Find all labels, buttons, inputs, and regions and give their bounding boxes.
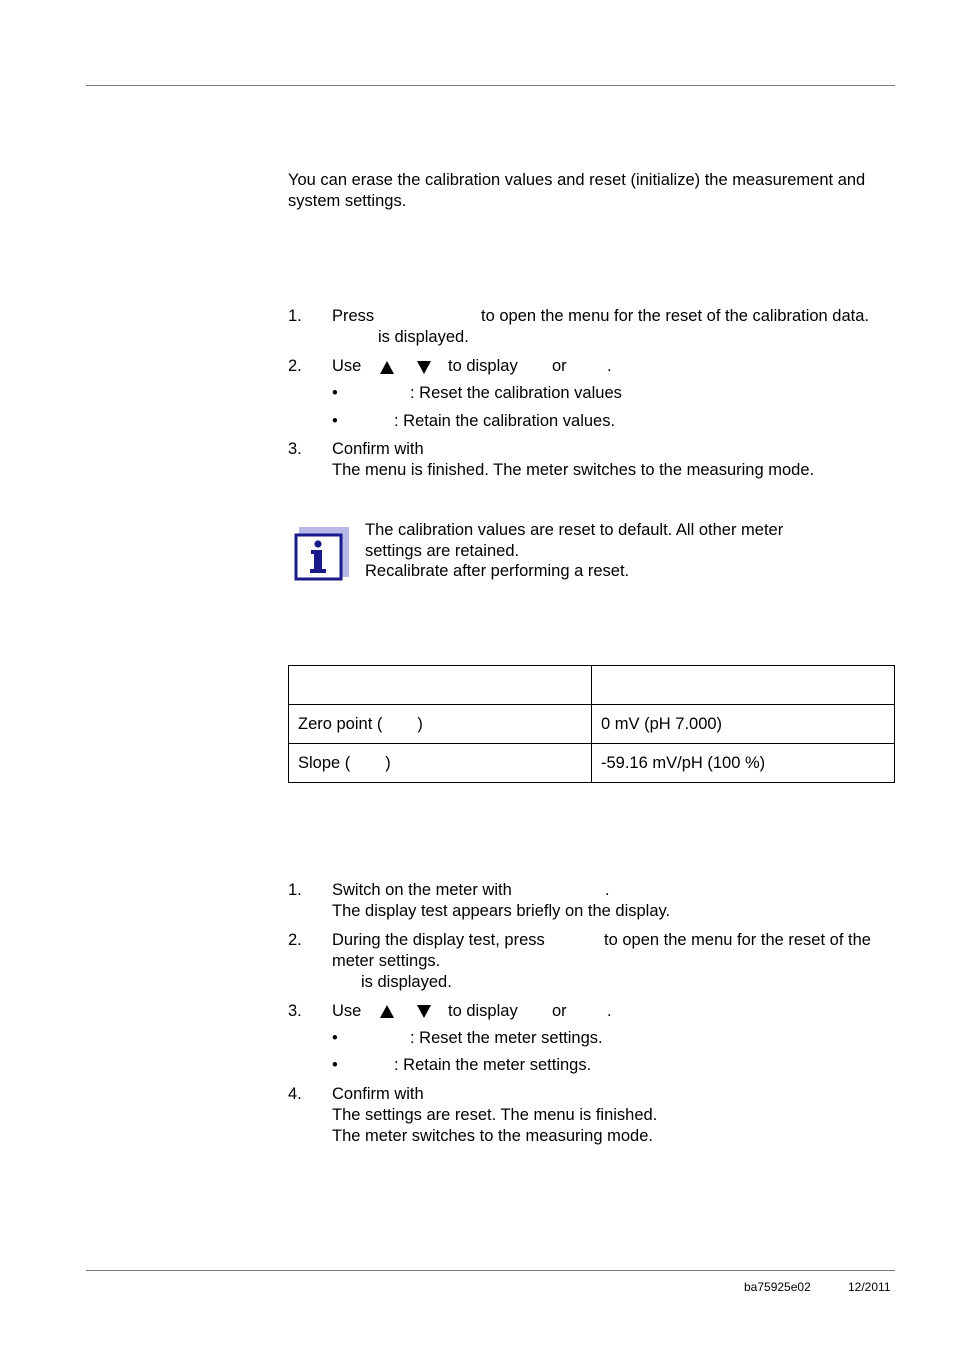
sys-step-3-number: 3.	[288, 1002, 302, 1020]
arrow-down-icon	[417, 361, 431, 374]
sys-bullet-no: : Retain the meter settings.	[394, 1056, 592, 1074]
sys-step-1-period: .	[605, 881, 610, 899]
sys-step-3-use: Use	[332, 1002, 362, 1020]
info-icon	[294, 527, 349, 582]
sys-step-4-number: 4.	[288, 1085, 302, 1103]
bullet-dot: •	[332, 412, 338, 430]
sys-step-3-or: or	[552, 1002, 567, 1020]
slope-label: Slope (	[298, 753, 351, 772]
table-header-row	[289, 666, 895, 705]
arrow-up-icon	[380, 361, 394, 374]
table-cell-value: 0 mV (pH 7.000)	[592, 705, 895, 744]
table-cell-label	[289, 705, 592, 744]
cal-step-1-text: to open the menu for the reset of the calibration data.	[481, 307, 869, 325]
cal-bullet-yes: : Reset the calibration values	[410, 384, 622, 402]
sys-step-4-confirm: Confirm with	[332, 1085, 424, 1103]
sys-bullet-yes: : Reset the meter settings.	[410, 1029, 603, 1047]
sys-step-2-number: 2.	[288, 931, 302, 949]
cal-step-2-or: or	[552, 357, 567, 375]
sys-step-2-displayed: is displayed.	[361, 973, 452, 991]
bullet-dot: •	[332, 1029, 338, 1047]
note-line-2: settings are retained.	[365, 542, 520, 560]
cal-step-3-confirm: Confirm with	[332, 440, 424, 458]
sys-step-2-text-cont: meter settings.	[332, 952, 441, 970]
note-line-1: The calibration values are reset to default. All other meter	[365, 521, 784, 539]
cal-step-2-use: Use	[332, 357, 362, 375]
arrow-up-icon	[380, 1005, 394, 1018]
footer-date: 12/2011	[848, 1280, 891, 1294]
cal-step-3-result: The menu is finished. The meter switches to the measuring mode.	[332, 461, 815, 479]
sys-step-2-text: to open the menu for the reset of the	[604, 931, 871, 949]
note-line-3: Recalibrate after performing a reset.	[365, 562, 630, 580]
sys-step-1-number: 1.	[288, 881, 302, 899]
cal-step-1-press: Press	[332, 307, 375, 325]
cal-step-1-displayed: is displayed.	[378, 328, 469, 346]
slope-label-close: )	[385, 753, 391, 772]
table-row	[289, 744, 895, 783]
default-values-table	[288, 665, 895, 783]
footer-rule	[86, 1270, 895, 1271]
table-cell-value: -59.16 mV/pH (100 %)	[592, 744, 895, 783]
table-header-cell	[592, 666, 895, 705]
arrow-down-icon	[417, 1005, 431, 1018]
table-row	[289, 705, 895, 744]
sys-step-3-display: to display	[448, 1002, 518, 1020]
cal-step-1-number: 1.	[288, 307, 302, 325]
intro-line-2: system settings.	[288, 192, 407, 210]
bullet-dot: •	[332, 1056, 338, 1074]
cal-step-2-number: 2.	[288, 357, 302, 375]
sys-step-4-result-2: The meter switches to the measuring mode.	[332, 1127, 653, 1145]
zero-point-label: Zero point (	[298, 714, 383, 733]
sys-step-4-result-1: The settings are reset. The menu is finished.	[332, 1106, 658, 1124]
cal-step-3-number: 3.	[288, 440, 302, 458]
sys-step-3-period: .	[607, 1002, 612, 1020]
zero-point-label-close: )	[417, 714, 423, 733]
sys-step-1-result: The display test appears briefly on the display.	[332, 902, 671, 920]
sys-step-2-press: During the display test, press	[332, 931, 545, 949]
table-cell-label	[289, 744, 592, 783]
intro-line-1: You can erase the calibration values and reset (initialize) the measurement and	[288, 171, 866, 189]
footer-doc-id: ba75925e02	[744, 1280, 811, 1294]
header-rule	[86, 85, 895, 86]
sys-step-1-switch: Switch on the meter with	[332, 881, 512, 899]
cal-step-2-display: to display	[448, 357, 518, 375]
bullet-dot: •	[332, 384, 338, 402]
cal-step-2-period: .	[607, 357, 612, 375]
table-header-cell	[289, 666, 592, 705]
cal-bullet-no: : Retain the calibration values.	[394, 412, 616, 430]
